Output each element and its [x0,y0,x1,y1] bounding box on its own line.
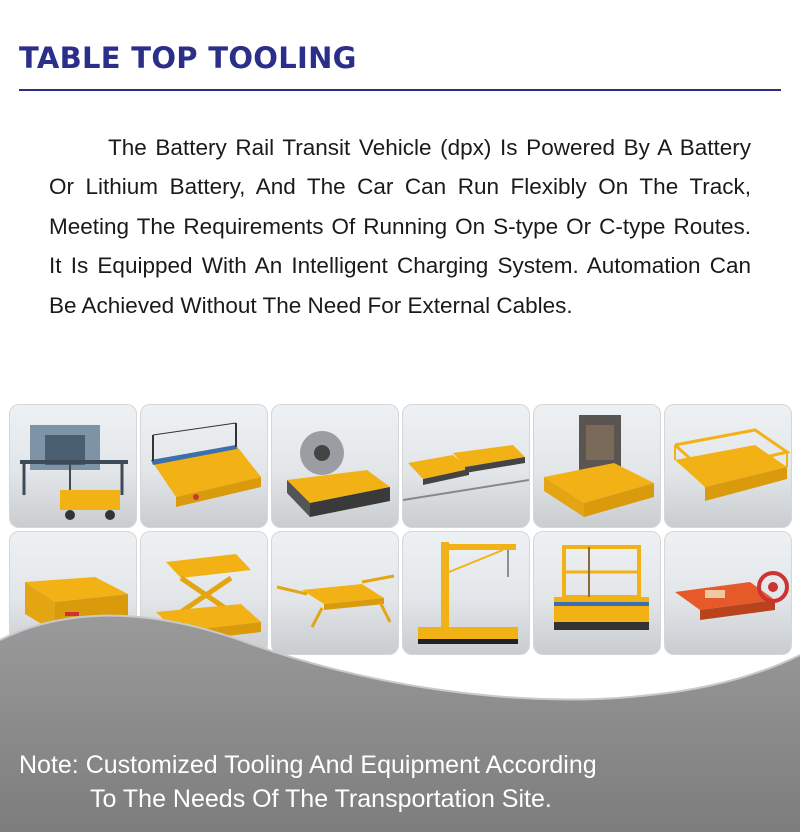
page-title: TABLE TOP TOOLING [19,41,357,75]
note-line-2: To The Needs Of The Transportation Site. [90,785,552,813]
product-image-railing-cart[interactable] [664,404,792,528]
product-image-rail-carts[interactable] [402,404,530,528]
product-image-steel-coil-cart[interactable] [271,404,399,528]
product-image-railing-platform-cart[interactable] [9,404,137,528]
product-image-mould-cart[interactable] [533,404,661,528]
product-description: The Battery Rail Transit Vehicle (dpx) Is Powered By A Battery Or Lithium Battery, And The Car Can Run Flexibly On The Track, Meeting The Requirements Of Running On S-type Or C-type Routes. It Is Equipped With An Intelligent Charging System. Automation Can Be Achieved Without The Need For External Cables. [49,135,751,318]
note-line-1: Note: Customized Tooling And Equipment According [19,751,597,779]
product-image-flat-cart-with-posts[interactable] [140,404,268,528]
title-underline [19,89,781,91]
customization-note [19,748,779,816]
